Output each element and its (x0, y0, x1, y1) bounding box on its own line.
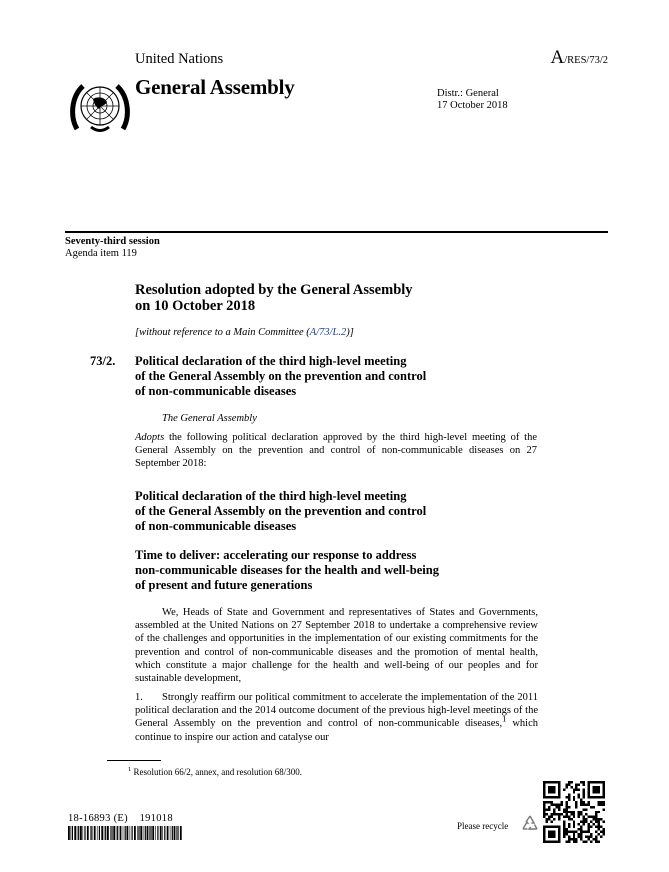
un-emblem-icon (69, 79, 131, 135)
page-title: General Assembly (135, 75, 295, 99)
committee-note (135, 327, 354, 338)
resolution-title-line: Resolution adopted by the General Assembly (135, 282, 413, 298)
ref-open: [without reference to a Main Committee ( (135, 327, 310, 338)
session-name: Seventy-third session (65, 236, 160, 247)
header-rule (65, 231, 608, 233)
barcode-icon (68, 826, 182, 840)
general-assembly-italic: The General Assembly (162, 413, 257, 424)
adopts-paragraph (135, 431, 537, 471)
subheading-line: Time to deliver: accelerating our response to address (135, 548, 417, 562)
qr-code-icon (543, 781, 605, 843)
document-code: 18-16893 (E) 191018 (68, 813, 173, 824)
symbol-letter: A (550, 47, 565, 68)
distribution-block (437, 88, 508, 112)
symbol-rest: /RES/73/2 (564, 55, 608, 66)
footnote-text: Resolution 66/2, annex, and resolution 68/300. (131, 767, 302, 777)
agenda-item: Agenda item 119 (65, 248, 137, 259)
footnote (128, 767, 302, 777)
document-symbol (551, 47, 609, 69)
paragraph-1-text: Strongly reaffirm our political commitment to accelerate the implementation of the 2011 political declaration and the 2014 outcome document of the previous high-level meetings of the General Assembly on the prevention and control of non-communicable diseases, (135, 692, 538, 730)
issue-date: 17 October 2018 (437, 100, 508, 111)
resolution-title-line: on 10 October 2018 (135, 298, 256, 314)
footnote-rule (107, 760, 161, 761)
ref-close: )] (346, 327, 354, 338)
resolution-title (135, 282, 413, 314)
paragraph-1-text-cont: which continue to inspire our action and catalyse our (135, 718, 538, 743)
footnote-ref[interactable]: 1 (502, 713, 507, 724)
footnote-mark: 1 (128, 766, 132, 773)
distr-label: Distr.: General (437, 88, 499, 99)
heading-line: Political declaration of the third high-level meeting (135, 354, 407, 368)
paragraph-number: 1. (135, 692, 143, 703)
resolution-heading (135, 354, 426, 399)
recycle-icon (519, 813, 541, 835)
adopts-word: Adopts (135, 432, 165, 443)
heading-line: of non-communicable diseases (135, 519, 297, 533)
resolution-number: 73/2. (90, 354, 116, 368)
org-name: United Nations (135, 51, 224, 67)
subheading-line: non-communicable diseases for the health and well-being (135, 563, 439, 577)
heading-line: of the General Assembly on the prevention and control (135, 504, 427, 518)
adopts-text: the following political declaration approved by the third high-level meeting of the General Assembly on the prevention and control of non-communicable diseases on 27 September 2018: (135, 432, 537, 470)
preamble-paragraph: We, Heads of State and Government and representatives of States and Governments, assembled at the United Nations on 27 September 2018 to undertake a comprehensive review of the challenges and opportunities in the implementation of our existing commitments for the prevention and control of non-communicable diseases and the promotion of mental health, which constitute a major challenge for the health and well-being of our peoples and for sustainable development, (135, 607, 538, 685)
paragraph-1 (135, 691, 538, 744)
heading-line: of the General Assembly on the prevention and control (135, 369, 427, 383)
session-block (65, 236, 160, 260)
heading-line: of non-communicable diseases (135, 384, 297, 398)
declaration-subheading (135, 548, 439, 593)
heading-line: Political declaration of the third high-level meeting (135, 489, 407, 503)
subheading-line: of present and future generations (135, 578, 313, 592)
recycle-label: Please recycle (457, 821, 509, 831)
document-link[interactable]: A/73/L.2 (309, 327, 347, 338)
declaration-heading (135, 489, 426, 534)
